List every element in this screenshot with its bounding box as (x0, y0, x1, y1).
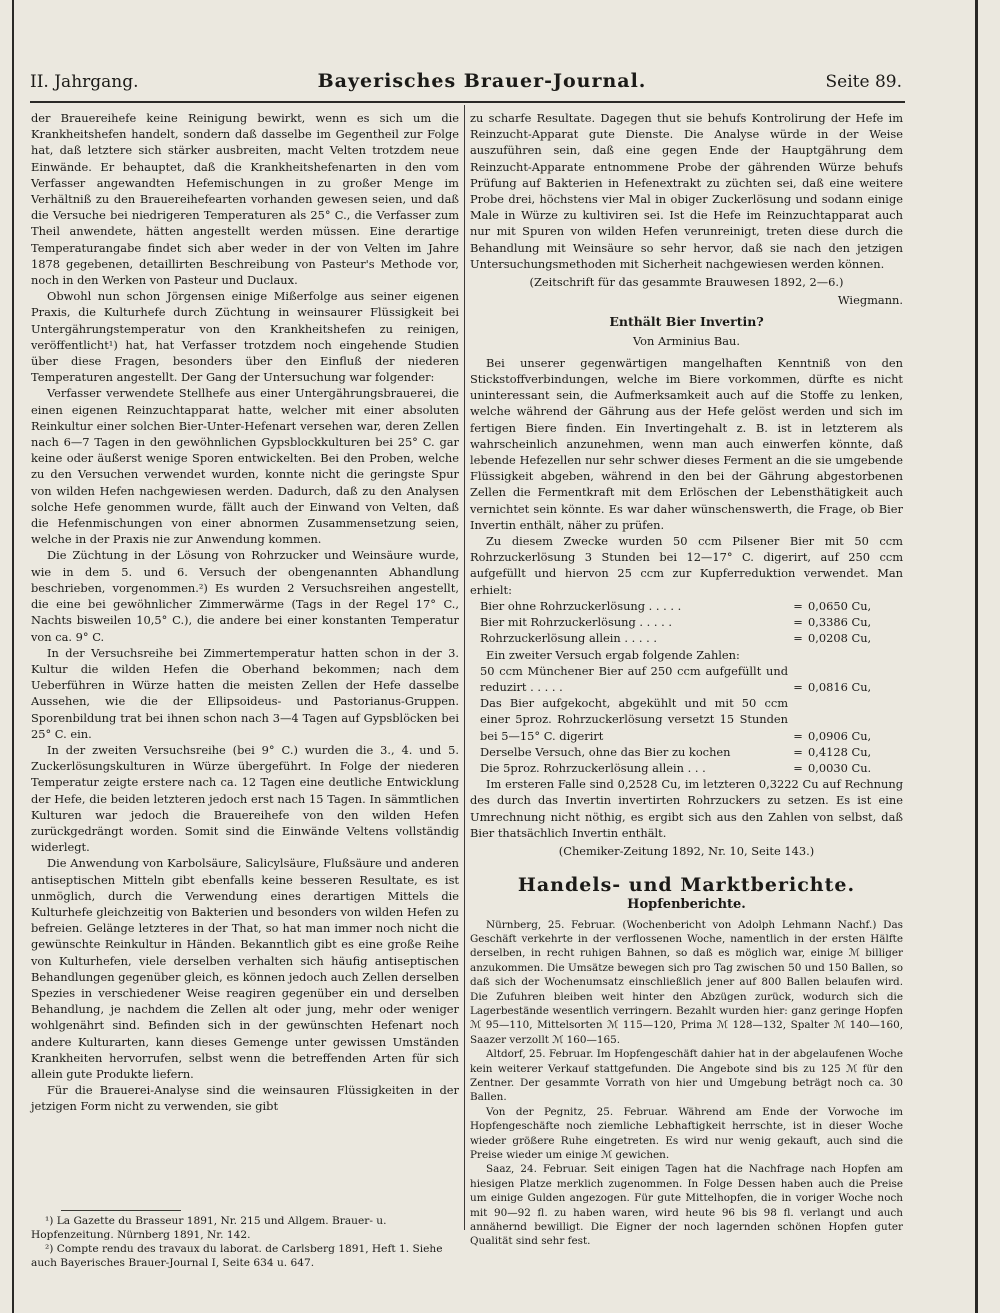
result-value: 0,0030 Cu. (808, 760, 872, 775)
table-row (470, 598, 903, 614)
footnote: ¹) La Gazette du Brasseur 1891, Nr. 215 und Allgem. Brauer- u. Hopfenzeitung. Nürnberg 1891, Nr. 142. (31, 1215, 387, 1241)
result-label: Derselbe Versuch, ohne das Bier zu kochen (480, 744, 731, 759)
article-byline: Von Arminius Bau. (632, 333, 740, 348)
market-report: Altdorf, 25. Februar. Im Hopfengeschäft dahier hat in der abgelaufenen Woche kein weiterer Verkauf stattgefunden. Die Angebote sind bis zu 125 ℳ für den Zentner. Der gesammte Vorrath von hier und Umgebung beträgt noch ca. 30 Ballen. (470, 1048, 903, 1104)
paragraph: Verfasser verwendete Stellhefe aus einer Untergährungsbrauerei, die einen eigenen Reinzuchtapparat hatte, welcher mit einer absoluten Reinkultur einer solchen Bier-Unter-Hefenart versehen war, deren Zellen nach 6—7 Tagen in den gewöhnlichen Gypsblockkulturen bei 25° C. gar keine oder äußerst wenige Sporen entwickelten. Bei den Proben, welche zu den Versuchen verwendet wurden, konnte nicht die geringste Spur von wilden Hefen nachgewiesen werden. Dadurch, daß zu den Analysen solche Hefe genommen wurde, fällt auch der Einwand von Velten, daß die Hefenmischungen von einer abnormen Zusammensetzung seien, welche in der Praxis nie zur Anwendung kommen. (31, 386, 459, 547)
table-row (470, 614, 903, 630)
result-value: 0,0816 Cu, (808, 679, 872, 694)
result-label: 50 ccm Münchener Bier auf 250 ccm aufgefüllt und reduzirt . . . . . (480, 663, 788, 694)
paragraph: zu scharfe Resultate. Dagegen thut sie behufs Kontrolirung der Hefe im Reinzucht-Apparat gute Dienste. Die Analyse würde in der Weise auszuführen sein, daß eine gegen Ende der Hauptgährung dem Reinzucht-Apparate entnommene Probe der gährenden Würze behufs Prüfung auf Bakterien in Hefenextrakt zu züchten sei, daß eine weitere Probe drei, höchstens vier Mal in obiger Zuckerlösung und sodann einige Male in Würze zu kultiviren sei. Ist die Hefe im Reinzuchtapparat auch nur mit Spuren von wilden Hefen verunreinigt, treten diese durch die Behandlung mit Weinsäure so sehr hervor, daß sie nach den jetzigen Untersuchungsmethoden mit Sicherheit nachgewiesen werden können. (470, 111, 903, 271)
market-report: Von der Pegnitz, 25. Februar. Während am Ende der Vorwoche im Hopfengeschäfte noch ziemliche Lebhaftigkeit herrschte, ist in dieser Woche wieder größere Ruhe eingetreten. Es wird nur wenig gekauft, auch sind die Preise wieder um einige ℳ gewichen. (470, 1105, 903, 1162)
market-report: Saaz, 24. Februar. Seit einigen Tagen hat die Nachfrage nach Hopfen am hiesigen Platze merklich zugenommen. In Folge Dessen haben auch die Preise um einige Gulden angezogen. Für gute Mittelhopfen, die in voriger Woche noch mit 90—92 fl. zu haben waren, wird heute 96 bis 98 fl. verlangt und auch annähernd bewilligt. Die Eigner der noch lagernden schönen Hopfen guter Qualität sind sehr fest. (470, 1163, 903, 1248)
table-row (470, 760, 903, 776)
right-column (470, 110, 903, 1249)
volume-label: II. Jahrgang. (30, 72, 139, 92)
table-row (470, 663, 903, 695)
section-subheading: Hopfenberichte. (627, 897, 746, 913)
result-label: Die 5proz. Rohrzuckerlösung allein . . . (480, 760, 706, 775)
footnotes (31, 1210, 459, 1270)
result-value: 0,0906 Cu, (808, 728, 872, 743)
result-value: 0,4128 Cu, (808, 744, 872, 759)
result-eq: = (793, 598, 803, 613)
paragraph: Die Züchtung in der Lösung von Rohrzucker und Weinsäure wurde, wie in dem 5. und 6. Versuch der obengenannten Abhandlung beschrieben, vorgenommen.²) Es wurden 2 Versuchsreihen angestellt, die eine bei gewöhnlicher Zimmerwärme (Tags in der Regel 17° C., Nachts bisweilen 10,5° C.), die andere bei einer konstanten Temperatur von ca. 9° C. (31, 548, 459, 644)
paragraph: Zu diesem Zwecke wurden 50 ccm Pilsener Bier mit 50 ccm Rohrzuckerlösung 3 Stunden bei 12—17° C. digerirt, auf 250 ccm aufgefüllt und hiervon 25 ccm zur Kupferreduktion verwendet. Man erhielt: (470, 534, 903, 597)
journal-title: Bayerisches Brauer-Journal. (317, 70, 647, 92)
market-reports (470, 918, 903, 1249)
result-eq: = (793, 760, 803, 775)
result-eq: = (793, 615, 803, 630)
author-signature: Wiegmann. (837, 293, 903, 308)
left-column (31, 110, 459, 1115)
paragraph: Ein zweiter Versuch ergab folgende Zahlen: (486, 647, 740, 662)
result-label: Bier mit Rohrzuckerlösung . . . . . (480, 615, 673, 630)
table-row (470, 695, 903, 744)
page-edge-line-left (12, 0, 14, 1313)
paragraph: der Brauereihefe keine Reinigung bewirkt, wenn es sich um die Krankheitshefen handelt, sondern daß dasselbe im Gegentheil zur Folge hat, daß letztere sich stärker ausbreiten, macht Velten trotzdem neue Einwände. Er behauptet, daß die Krankheitshefenarten in den vom Verfasser angewandten Hefemischungen in zu großer Menge im Verhältniß zu den Brauereihefearten vorhanden gewesen seien, und daß die Versuche bei niedrigeren Temperaturen als 25° C., die Verfasser zum Theil anwendete, hätten angestellt werden müssen. Eine derartige Temperaturangabe findet sich aber weder in der von Velten im Jahre 1878 gegebenen, detaillirten Beschreibung von Pasteur's Methode vor, noch in den Werken von Pasteur und Duclaux. (31, 111, 459, 288)
result-label: Das Bier aufgekocht, abgekühlt und mit 50 ccm einer 5proz. Rohrzuckerlösung versetzt 15 Stunden bei 5—15° C. digerirt (480, 696, 788, 743)
section-heading: Handels- und Marktberichte. (517, 874, 856, 897)
page-header (30, 70, 902, 100)
paragraph: Die Anwendung von Karbolsäure, Salicylsäure, Flußsäure und anderen antiseptischen Mitteln gibt ebenfalls keine besseren Resultate, es ist unmöglich, durch die Verwendung eines derartigen Mittels die Kulturhefe gleichzeitig von Bakterien und besonders von wilden Hefen zu befreien. Gelänge letzteres in der That, so hat man immer noch nicht die gewünschte Reinkultur in Händen. Bekanntlich gibt es eine große Reihe von Kulturhefen, viele derselben verhalten sich häufig antiseptischen Behandlungen gegenüber gleich, es können jedoch auch Zellen derselben Spezies in verschiedener Weise reagiren gegenüber ein und derselben Behandlung, je nachdem die Zellen alt oder jung, mehr oder weniger wohlgenährt sind. Befinden sich in der gewünschten Hefenart noch andere Kulturarten, kann dieses Gemenge unter gewissen Umständen Krankheiten hervorrufen, selbst wenn die betreffenden Arten für sich allein gute Produkte liefern. (31, 856, 459, 1081)
footnote: ²) Compte rendu des travaux du laborat. de Carlsberg 1891, Heft 1. Siehe auch Bayerisches Brauer-Journal I, Seite 634 u. 647. (31, 1243, 443, 1269)
header-rule (30, 101, 905, 103)
result-eq: = (793, 728, 803, 743)
citation: (Chemiker-Zeitung 1892, Nr. 10, Seite 143.) (558, 843, 815, 858)
paragraph: Im ersteren Falle sind 0,2528 Cu, im letzteren 0,3222 Cu auf Rechnung des durch das Invertin invertirten Rohrzuckers zu setzen. Es ist eine Umrechnung nicht nöthig, es ergibt sich aus den Zahlen von selbst, daß Bier thatsächlich Invertin enthält. (470, 777, 903, 840)
market-report: Nürnberg, 25. Februar. (Wochenbericht von Adolph Lehmann Nachf.) Das Geschäft verkehrte in der verflossenen Woche, namentlich in der ersten Hälfte derselben, in recht ruhigen Bahnen, so daß es möglich war, einige ℳ billiger anzukommen. Die Umsätze bewegen sich pro Tag zwischen 50 und 150 Ballen, so daß sich der Wochenumsatz einschließlich jener auf 800 Ballen belaufen wird. Die Zufuhren bleiben weit hinter den Abzügen zurück, wodurch sich die Lagerbestände wesentlich verringern. Bezahlt wurden hier: ganz geringe Hopfen ℳ 95—110, Mittelsorten ℳ 115—120, Prima ℳ 128—132, Spalter ℳ 140—160, Saazer verzollt ℳ 160—165. (470, 918, 903, 1046)
paragraph: Obwohl nun schon Jörgensen einige Mißerfolge aus seiner eigenen Praxis, die Kulturhefe durch Züchtung in weinsaurer Flüssigkeit bei Untergährungstemperatur von den Krankheitshefen zu reinigen, veröffentlicht¹) hat, hat Verfasser trotzdem noch eingehende Studien über diese Fragen, besonders über den Einfluß der niederen Temperaturen angestellt. Der Gang der Untersuchung war folgender: (31, 289, 459, 385)
column-divider (464, 105, 465, 1230)
page-edge-line-right (975, 0, 978, 1313)
result-eq: = (793, 679, 803, 694)
citation: (Zeitschrift für das gesammte Brauwesen 1892, 2—6.) (529, 275, 844, 290)
result-value: 0,3386 Cu, (808, 615, 872, 630)
footnote-rule (61, 1210, 181, 1211)
result-value: 0,0208 Cu, (808, 631, 872, 646)
table-row (470, 744, 903, 760)
result-label: Rohrzuckerlösung allein . . . . . (480, 631, 657, 646)
article-title: Enthält Bier Invertin? (609, 314, 764, 330)
results-table-2 (470, 663, 903, 776)
result-label: Bier ohne Rohrzuckerlösung . . . . . (480, 598, 682, 613)
page-number: Seite 89. (825, 72, 902, 92)
paragraph: In der zweiten Versuchsreihe (bei 9° C.) wurden die 3., 4. und 5. Zuckerlösungskulturen in Würze übergeführt. In Folge der niederen Temperatur zeigte erstere nach ca. 12 Tagen eine deutliche Entwicklung der Hefe, die beiden letzteren jedoch erst nach 15 Tagen. In sämmtlichen Kulturen war jedoch die Brauereihefe von den wilden Hefen zurückgedrängt worden. Somit sind die Einwände Veltens vollständig widerlegt. (31, 742, 459, 855)
result-eq: = (793, 631, 803, 646)
results-table-1 (470, 598, 903, 647)
result-eq: = (793, 744, 803, 759)
result-value: 0,0650 Cu, (808, 598, 872, 613)
table-row (470, 630, 903, 646)
paragraph: In der Versuchsreihe bei Zimmertemperatur hatten schon in der 3. Kultur die wilden Hefen die Oberhand bekommen; nach dem Ueberführen in Würze hatten die meisten Zellen der Hefe dasselbe Aussehen, wie die der Ellipsoideus- und Pastorianus-Gruppen. Sporenbildung trat bei ihnen schon nach 3—4 Tagen auf Gypsblöcken bei 25° C. ein. (31, 645, 459, 741)
paragraph: Bei unserer gegenwärtigen mangelhaften Kenntniß von den Stickstoffverbindungen, welche im Biere vorkommen, dürfte es nicht uninteressant sein, die Aufmerksamkeit auch auf die Stoffe zu lenken, welche während der Gährung aus der Hefe gelöst werden und sich im fertigen Biere finden. Ein Invertingehalt z. B. ist in letzterem als wahrscheinlich anzunehmen, wenn man auch einwerfen könnte, daß lebende Hefezellen nur sehr schwer dieses Ferment an die sie umgebende Flüssigkeit abgeben, während in den bei der Gährung abgestorbenen Zellen die Fermentkraft mit dem Erlöschen der Lebensthätigkeit auch vernichtet sein könnte. Es war daher wünschenswerth, die Frage, ob Bier Invertin enthält, näher zu prüfen. (470, 355, 903, 532)
paragraph: Für die Brauerei-Analyse sind die weinsauren Flüssigkeiten in der jetzigen Form nicht zu verwenden, sie gibt (31, 1083, 459, 1114)
